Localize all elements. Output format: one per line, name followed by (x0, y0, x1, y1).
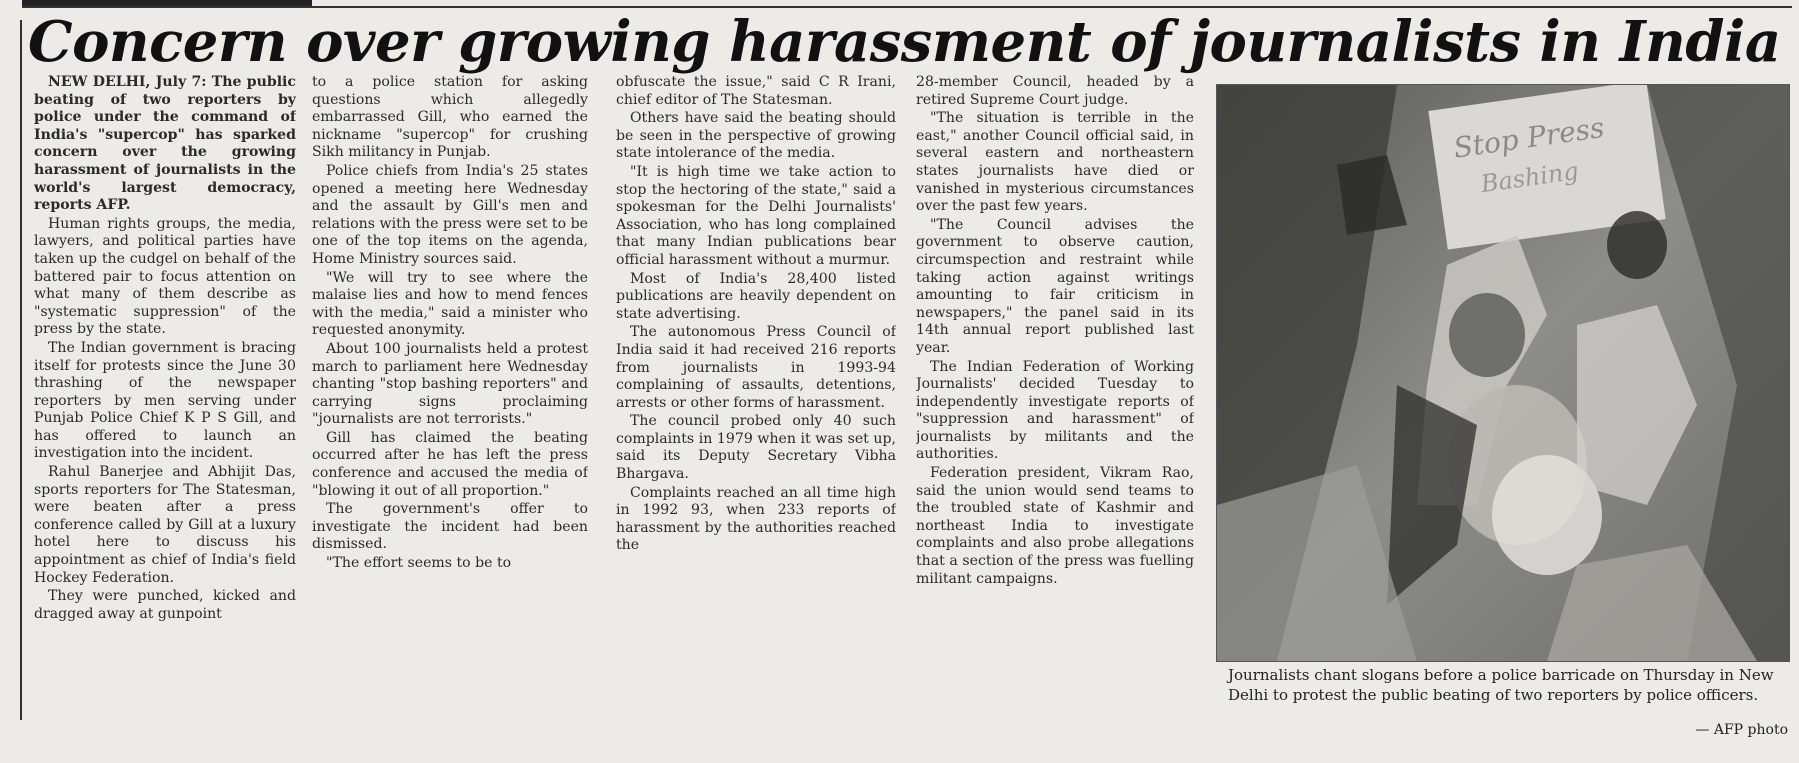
article-paragraph: The Indian government is bracing itself for protests since the June 30 thrashing of the newspaper reporters by men serving under Punjab Police Chief K P S Gill, and has offered to launch an investigation into the incident. (34, 339, 296, 462)
article-paragraph: They were punched, kicked and dragged away at gunpoint (34, 588, 296, 622)
article-paragraph: Others have said the beating should be seen in the perspective of growing state intolerance of the media. (616, 110, 896, 162)
article-paragraph: The Indian Federation of Working Journalists' decided Tuesday to independently investigate reports of "suppression and harassment" of journalists by militants and the authorities. (916, 358, 1194, 463)
article-paragraph: About 100 journalists held a protest march to parliament here Wednesday chanting "stop bashing reporters" and carrying signs proclaiming "journalists are not terrorists." (312, 340, 588, 428)
article-paragraph: "The effort seems to be to (326, 555, 512, 572)
article-paragraph: "It is high time we take action to stop the hectoring of the state," said a spokesman for the Delhi Journalists' Association, who has long complained that many Indian publications bear official harassment without a murmur. (616, 163, 896, 268)
protest-photo-graphic (1217, 85, 1789, 661)
article-paragraph: "The Council advises the government to observe caution, circumspection and restraint while taking action against writings amounting to fair criticism in newspapers," the panel said in its 14th annual report published last year. (916, 216, 1194, 356)
article-paragraph: Police chiefs from India's 25 states opened a meeting here Wednesday and the assault by Gill's men and relations with the press were set to be one of the top items on the agenda, Home Ministry sources said. (312, 162, 588, 267)
article-column-1 (34, 74, 296, 724)
article-paragraph: The autonomous Press Council of India said it had received 216 reports from journalists in 1993-94 complaining of assaults, detentions, arrests or other forms of harassment. (616, 324, 896, 411)
article-paragraph: The government's offer to investigate the incident had been dismissed. (312, 501, 588, 553)
article-paragraph: NEW DELHI, July 7: The public beating of two reporters by police under the command of India's "supercop" has sparked concern over the growing harassment of journalists in the world's largest democracy, reports AFP. (34, 74, 296, 214)
article-paragraph: Federation president, Vikram Rao, said the union would send teams to the troubled state of Kashmir and northeast India to investigate complaints and also probe allegations that a section of the press was fuelling militant campaigns. (916, 465, 1194, 587)
article-column-2 (312, 74, 588, 724)
headline: Concern over growing harassment of journalists in India (28, 9, 1781, 75)
article-paragraph: Rahul Banerjee and Abhijit Das, sports reporters for The Statesman, were beaten after a press conference called by Gill at a luxury hotel here to discuss his appointment as chief of India's field Hockey Federation. (34, 464, 296, 586)
article-paragraph: Most of India's 28,400 listed publications are heavily dependent on state advertising. (616, 270, 896, 322)
article-paragraph: obfuscate the issue," said C R Irani, chief editor of The Statesman. (616, 74, 896, 108)
article-paragraph: 28-member Council, headed by a retired Supreme Court judge. (916, 74, 1194, 108)
left-rule (20, 20, 22, 720)
article-paragraph: to a police station for asking questions which allegedly embarrassed Gill, who earned the nickname "supercop" for crushing Sikh militancy in Punjab. (312, 74, 588, 161)
article-column-3 (616, 74, 896, 724)
article-paragraph: "The situation is terrible in the east," another Council official said, in several eastern and northeastern states journalists have died or vanished in mysterious circumstances over the past few years. (916, 110, 1194, 215)
sign-text-1: Stop Press (1451, 110, 1607, 165)
caption-text: Journalists chant slogans before a police barricade on Thursday in New Delhi to protest the public beating of two reporters by police officers. (1228, 666, 1774, 704)
article-paragraph: Gill has claimed the beating occurred after he has left the press conference and accused the media of "blowing it out of all proportion." (312, 429, 588, 499)
article-paragraph: Complaints reached an all time high in 1992 93, when 233 reports of harassment by the authorities reached the (616, 484, 896, 554)
article-paragraph: Human rights groups, the media, lawyers, and political parties have taken up the cudgel on behalf of the battered pair to focus attention on what many of them describe as "systematic suppression" of the press by the state. (34, 215, 296, 338)
sign-text-2: Bashing (1479, 156, 1581, 199)
article-paragraph: "We will try to see where the malaise lies and how to mend fences with the media," said a minister who requested anonymity. (312, 269, 588, 339)
photo-caption (1228, 666, 1788, 740)
article-paragraph: The council probed only 40 such complaints in 1979 when it was set up, said its Deputy Secretary Vibha Bhargava. (616, 413, 896, 483)
photo-credit: — AFP photo (1695, 721, 1788, 738)
article-column-4 (916, 74, 1194, 724)
news-photo (1216, 84, 1790, 662)
